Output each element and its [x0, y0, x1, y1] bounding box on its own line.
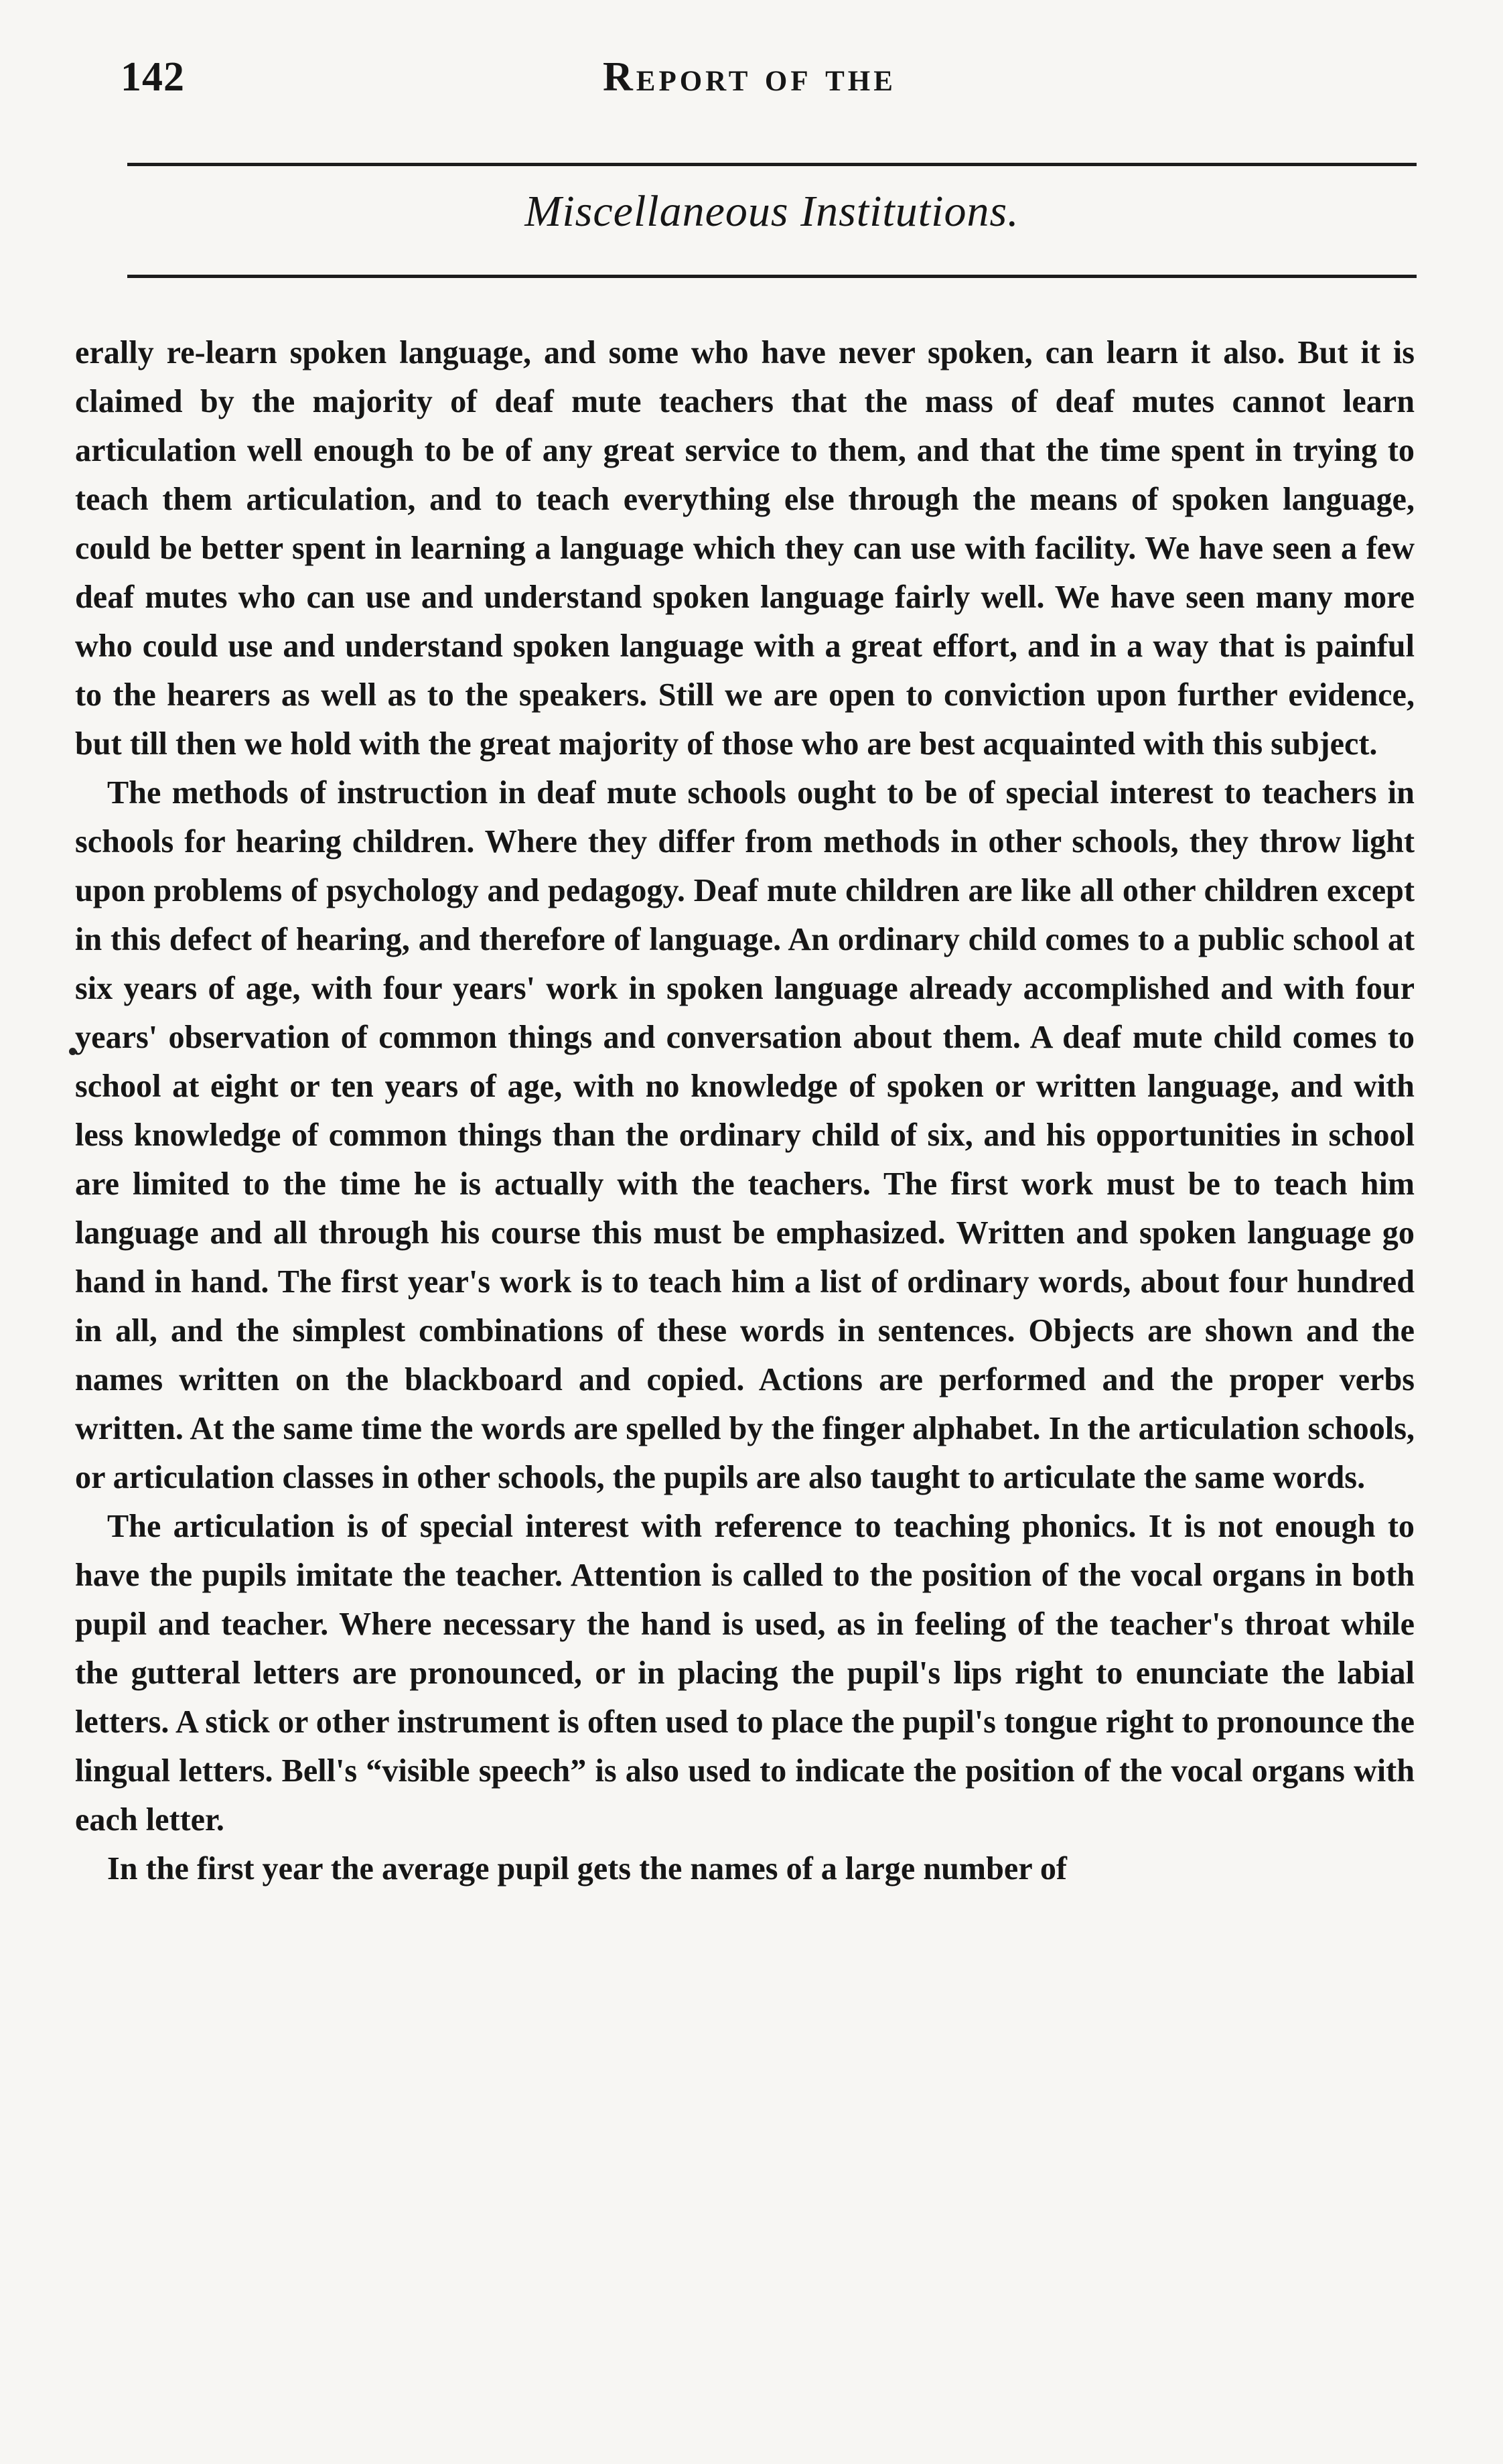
page-number: 142: [121, 54, 185, 100]
paragraph-1: erally re-learn spoken language, and some who have never spoken, can learn it also. But it is claimed by the majority of deaf mute teachers that the mass of deaf mutes cannot learn articulation well enough to be of any great service to them, and that the time spent in trying to teach them articulation, and to teach everything else through the means of spoken language, could be better spent in learning a language which they can use with facility. We have seen a few deaf mutes who can use and understand spoken language fairly well. We have seen many more who could use and understand spoken language with a great effort, and in a way that is painful to the hearers as well as to the speakers. Still we are open to conviction upon further evidence, but till then we hold with the great majority of those who are best acquainted with this subject.: [75, 335, 1415, 762]
body-text: [75, 328, 1415, 1893]
page-header: [121, 47, 1433, 114]
header-rule-bottom: [127, 275, 1417, 278]
paragraph-3: The articulation is of special interest with reference to teaching phonics. It is not enough to have the pupils imitate the teacher. Attention is called to the position of the vocal organs in both pupil and teacher. Where necessary the hand is used, as in feeling of the teacher's throat while the gutteral letters are pronounced, or in placing the pupil's lips right to enunciate the labial letters. A stick or other instrument is often used to place the pupil's tongue right to pronounce the lingual letters. Bell's “visible speech” is also used to indicate the position of the vocal organs with each letter.: [75, 1509, 1415, 1838]
paragraph-2: The methods of instruction in deaf mute schools ought to be of special interest to teachers in schools for hearing children. Where they differ from methods in other schools, they throw light upon problems of psychology and pedagogy. Deaf mute children are like all other children except in this defect of hearing, and therefore of language. An ordinary child comes to a public school at six years of age, with four years' work in spoken language already accomplished and with four years' observation of common things and conversation about them. A deaf mute child comes to school at eight or ten years of age, with no knowledge of spoken or written language, and with less knowledge of common things than the ordinary child of six, and his opportunities in school are limited to the time he is actually with the teachers. The first work must be to teach him language and all through his course this must be emphasized. Written and spoken language go hand in hand. The first year's work is to teach him a list of ordinary words, about four hundred in all, and the simplest combinations of these words in sentences. Objects are shown and the names written on the blackboard and copied. Actions are performed and the proper verbs written. At the same time the words are spelled by the finger alphabet. In the articulation schools, or articulation classes in other schools, the pupils are also taught to articulate the same words.: [75, 775, 1415, 1495]
section-title: Miscellaneous Institutions.: [524, 187, 1019, 236]
paragraph-4: In the first year the average pupil gets the names of a large number of: [107, 1851, 1067, 1887]
header-rule-top: [127, 163, 1417, 166]
running-head: Report of the: [603, 54, 896, 100]
